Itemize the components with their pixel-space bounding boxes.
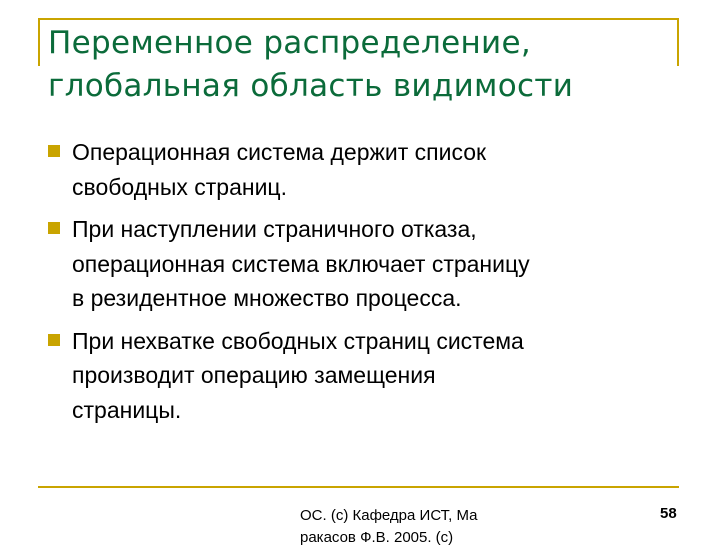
bullet-item-1 xyxy=(46,135,696,204)
square-bullet-icon xyxy=(48,145,60,157)
bullet-2-line-1: При наступлении страничного отказа, xyxy=(72,216,477,242)
bullet-item-2 xyxy=(46,212,696,316)
title-line-1: Переменное распределение, xyxy=(48,25,531,61)
footer-line-1: ОС. (c) Кафедра ИСТ, Ма xyxy=(300,507,478,524)
bullet-item-3 xyxy=(46,324,696,428)
bullet-1-line-2: свободных страниц. xyxy=(72,173,287,200)
bullet-list xyxy=(46,135,696,435)
bullet-3-line-1: При нехватке свободных страниц система xyxy=(72,327,524,354)
slide-footer xyxy=(300,505,500,549)
bullet-2-line-3: в резидентное множество процесса. xyxy=(72,285,462,311)
slide-title xyxy=(48,22,698,108)
title-line-2: глобальная область видимости xyxy=(48,68,574,104)
bullet-1-line-1: Операционная система держит список xyxy=(72,139,487,165)
frame-line-left xyxy=(38,18,40,66)
square-bullet-icon xyxy=(48,334,60,346)
bullet-3-line-2: производит операцию замещения xyxy=(72,362,436,388)
footer-line-2: ракасов Ф.В. 2005. (c) xyxy=(300,529,454,546)
page-number: 58 xyxy=(660,505,677,522)
bullet-2-line-2: операционная система включает страницу xyxy=(72,250,530,277)
bullet-3-line-3: страницы. xyxy=(72,396,182,423)
frame-line-top xyxy=(38,18,679,20)
square-bullet-icon xyxy=(48,222,60,234)
footer-divider xyxy=(38,486,679,488)
